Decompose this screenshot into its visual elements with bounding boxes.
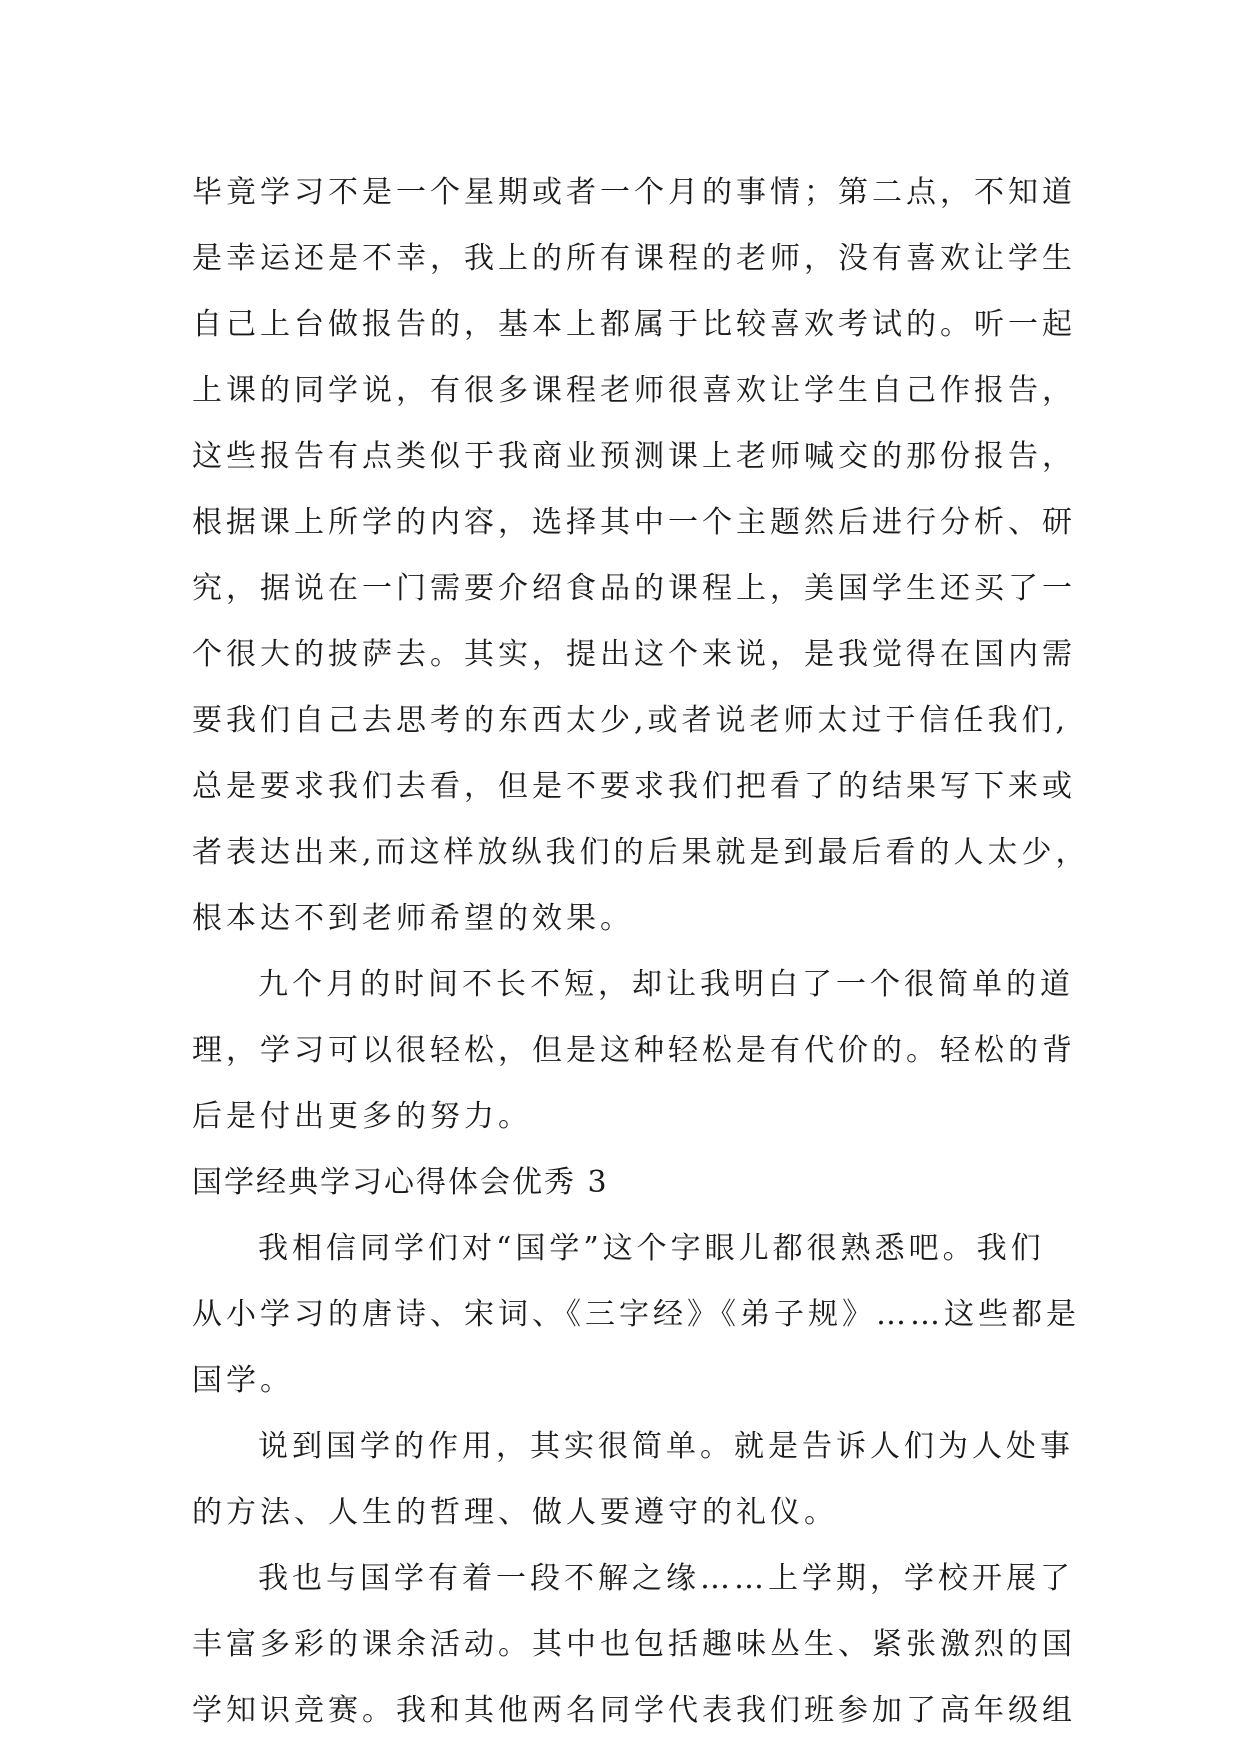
- text-line: 总是要求我们去看，但是不要求我们把看了的结果写下来或: [192, 769, 1076, 804]
- text-line: 根本达不到老师希望的效果。: [192, 901, 634, 936]
- text-line: 根据课上所学的内容，选择其中一个主题然后进行分析、研: [192, 505, 1076, 540]
- text-line: 丰富多彩的课余活动。其中也包括趣味丛生、紧张激烈的国: [192, 1627, 1076, 1662]
- section-heading: 国学经典学习心得体会优秀 3: [192, 1165, 609, 1200]
- text-line: 学知识竞赛。我和其他两名同学代表我们班参加了高年级组: [192, 1693, 1076, 1728]
- text-line: 究，据说在一门需要介绍食品的课程上，美国学生还买了一: [192, 571, 1076, 606]
- text-line: 说到国学的作用，其实很简单。就是告诉人们为人处事: [258, 1429, 1074, 1464]
- text-line: 我相信同学们对“国学”这个字眼儿都很熟悉吧。我们: [258, 1231, 1045, 1266]
- paragraph-purpose: [192, 1414, 1074, 1546]
- document-page: [192, 160, 1090, 1744]
- text-line: 是幸运还是不幸，我上的所有课程的老师，没有喜欢让学生: [192, 241, 1076, 276]
- text-line: 九个月的时间不长不短，却让我明白了一个很简单的道: [258, 967, 1074, 1002]
- paragraph-conclusion: [192, 952, 1076, 1150]
- text-line: 毕竟学习不是一个星期或者一个月的事情；第二点，不知道: [192, 175, 1076, 210]
- text-line: 个很大的披萨去。其实，提出这个来说，是我觉得在国内需: [192, 637, 1076, 672]
- text-line: 国学。: [192, 1363, 294, 1398]
- text-line: 上课的同学说，有很多课程老师很喜欢让学生自己作报告，: [192, 373, 1076, 408]
- text-line: 要我们自己去思考的东西太少,或者说老师太过于信任我们,: [192, 703, 1070, 738]
- paragraph-continuation: [192, 160, 1090, 952]
- text-line: 理，学习可以很轻松，但是这种轻松是有代价的。轻松的背: [192, 1033, 1076, 1068]
- text-line: 自己上台做报告的，基本上都属于比较喜欢考试的。听一起: [192, 307, 1076, 342]
- text-line: 者表达出来,而这样放纵我们的后果就是到最后看的人太少，: [192, 835, 1090, 870]
- text-line: 这些报告有点类似于我商业预测课上老师喊交的那份报告，: [192, 439, 1076, 474]
- paragraph-intro: [192, 1216, 1080, 1414]
- text-line: 的方法、人生的哲理、做人要遵守的礼仪。: [192, 1495, 838, 1530]
- text-line: 我也与国学有着一段不解之缘……上学期，学校开展了: [258, 1561, 1074, 1596]
- text-line: 后是付出更多的努力。: [192, 1099, 532, 1134]
- paragraph-story: [192, 1546, 1076, 1744]
- text-line: 从小学习的唐诗、宋词、《三字经》《弟子规》……这些都是: [192, 1297, 1080, 1332]
